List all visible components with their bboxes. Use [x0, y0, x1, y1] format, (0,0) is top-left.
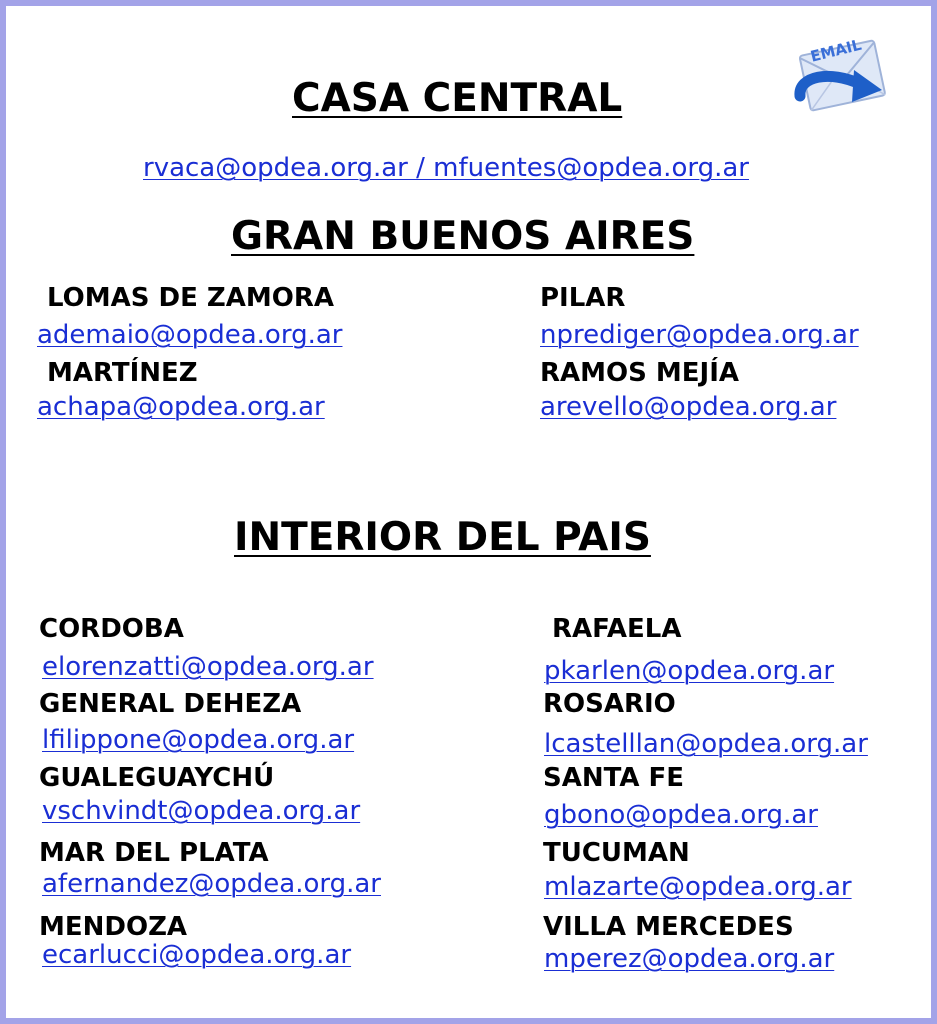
city-general-deheza: GENERAL DEHEZA [39, 689, 302, 719]
email-envelope-icon [790, 26, 890, 122]
email-link-rosario[interactable]: lcastelllan@opdea.org.ar [544, 729, 868, 759]
email-link-mar-del-plata[interactable]: afernandez@opdea.org.ar [42, 869, 381, 899]
city-tucuman: TUCUMAN [543, 838, 690, 868]
email-link-tucuman[interactable]: mlazarte@opdea.org.ar [544, 872, 852, 902]
email-link-ramos-mejia[interactable]: arevello@opdea.org.ar [540, 392, 837, 422]
city-santa-fe: SANTA FE [543, 763, 685, 793]
email-link-mendoza[interactable]: ecarlucci@opdea.org.ar [42, 940, 352, 970]
email-link-santa-fe[interactable]: gbono@opdea.org.ar [544, 800, 818, 830]
city-mar-del-plata: MAR DEL PLATA [39, 838, 269, 868]
interior-del-pais-heading: INTERIOR DEL PAIS [234, 515, 651, 560]
email-link-pilar[interactable]: nprediger@opdea.org.ar [540, 320, 859, 350]
city-martinez: MARTÍNEZ [47, 358, 198, 388]
email-link-rafaela[interactable]: pkarlen@opdea.org.ar [544, 656, 835, 686]
city-lomas-de-zamora: LOMAS DE ZAMORA [47, 283, 335, 313]
email-link-lomas-de-zamora[interactable]: ademaio@opdea.org.ar [37, 320, 343, 350]
city-ramos-mejia: RAMOS MEJÍA [540, 358, 739, 388]
casa-central-heading: CASA CENTRAL [292, 76, 623, 121]
city-rosario: ROSARIO [543, 689, 676, 719]
city-gualeguaychu: GUALEGUAYCHÚ [39, 763, 275, 793]
gran-buenos-aires-heading: GRAN BUENOS AIRES [231, 214, 695, 259]
email-link-gualeguaychu[interactable]: vschvindt@opdea.org.ar [42, 796, 361, 826]
email-link-martinez[interactable]: achapa@opdea.org.ar [37, 392, 325, 422]
email-link-general-deheza[interactable]: lfilippone@opdea.org.ar [42, 725, 355, 755]
email-link-cordoba[interactable]: elorenzatti@opdea.org.ar [42, 652, 374, 682]
city-mendoza: MENDOZA [39, 912, 188, 942]
city-pilar: PILAR [540, 283, 626, 313]
casa-central-emails-link[interactable]: rvaca@opdea.org.ar / mfuentes@opdea.org.ar [143, 153, 749, 183]
city-cordoba: CORDOBA [39, 614, 184, 644]
city-villa-mercedes: VILLA MERCEDES [543, 912, 794, 942]
email-link-villa-mercedes[interactable]: mperez@opdea.org.ar [544, 944, 835, 974]
email-icon-label: EMAIL [808, 35, 864, 66]
city-rafaela: RAFAELA [552, 614, 682, 644]
